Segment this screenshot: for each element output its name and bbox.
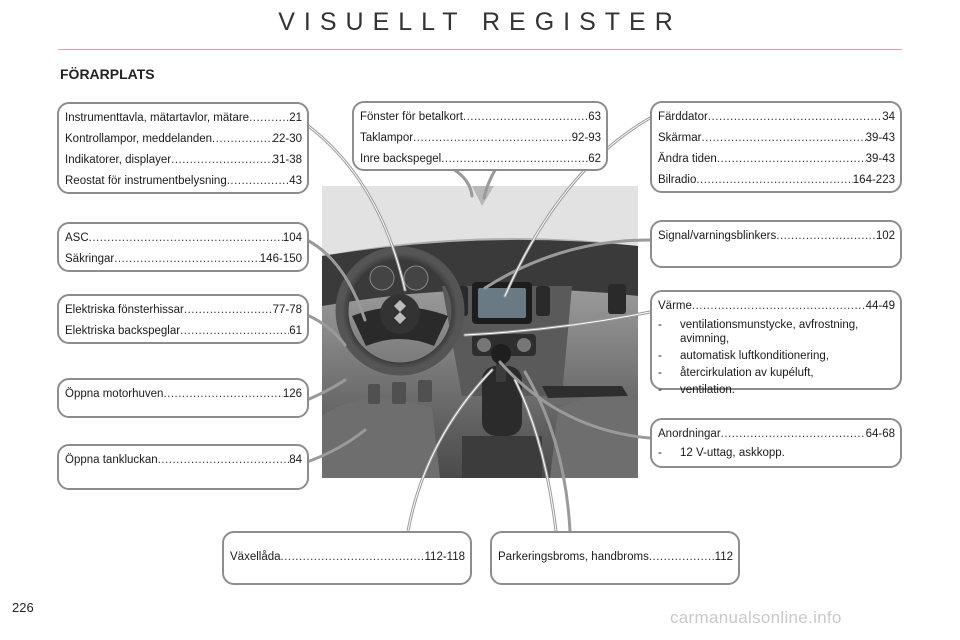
- entry-page: 31-38: [272, 154, 302, 166]
- entry-page: 61: [289, 325, 302, 337]
- bullet-dash: -: [658, 319, 662, 331]
- sub-entry: [658, 318, 895, 346]
- index-entry: [658, 296, 895, 317]
- dot-leader: [701, 128, 865, 149]
- entry-topic: Öppna tankluckan: [65, 454, 158, 466]
- sub-entry: [658, 446, 895, 460]
- box-toll-window: [352, 101, 608, 171]
- entry-topic: Ändra tiden: [658, 153, 717, 165]
- dot-leader: [696, 170, 852, 191]
- dot-leader: [649, 547, 715, 568]
- box-power-windows: [57, 294, 309, 344]
- index-entry: [498, 547, 733, 568]
- entry-page: 112-118: [424, 551, 465, 563]
- dot-leader: [227, 171, 289, 192]
- entry-page: 63: [588, 111, 601, 123]
- bullet-dash: -: [658, 350, 662, 362]
- entry-page: 34: [882, 111, 895, 123]
- entry-topic: Säkringar: [65, 253, 115, 265]
- entry-topic: Färddator: [658, 111, 708, 123]
- dot-leader: [212, 129, 273, 150]
- entry-topic: Anordningar: [658, 428, 721, 440]
- dot-leader: [708, 107, 882, 128]
- box-asc-fuses: [57, 222, 309, 272]
- entry-page: 77-78: [272, 304, 302, 316]
- index-entry: [658, 226, 895, 247]
- dot-leader: [721, 424, 866, 445]
- sub-entry-text: ventilation.: [680, 384, 735, 396]
- index-entry: [658, 424, 895, 445]
- entry-topic: Reostat för instrumentbelysning: [65, 175, 227, 187]
- entry-page: 112: [714, 551, 733, 563]
- entry-topic: Instrumenttavla, mätartavlor, mätare: [65, 112, 250, 124]
- entry-topic: Taklampor: [360, 132, 414, 144]
- box-parking-brake: [490, 531, 740, 585]
- sub-entry-text: 12 V-uttag, askkopp.: [680, 447, 785, 459]
- sub-entry-text: ventilationsmunstycke, avfrostning, avimning,: [680, 319, 859, 345]
- sub-entry-text: återcirkulation av kupéluft,: [680, 367, 814, 379]
- entry-page: 62: [588, 153, 601, 165]
- dot-leader: [692, 296, 866, 317]
- index-entry: [65, 249, 302, 270]
- entry-topic: Fönster för betalkort: [360, 111, 463, 123]
- dot-leader: [180, 321, 289, 342]
- entry-page: 43: [289, 175, 302, 187]
- box-hood: [57, 378, 309, 418]
- dot-leader: [114, 249, 260, 270]
- page-number: 226: [12, 600, 34, 615]
- sub-entry-text: automatisk luftkonditionering,: [680, 350, 829, 362]
- entry-topic: Bilradio: [658, 174, 697, 186]
- index-entry: [658, 149, 895, 170]
- box-heating: [650, 290, 902, 396]
- dot-leader: [184, 300, 273, 321]
- index-entry: [65, 150, 302, 171]
- index-entry: [658, 107, 895, 128]
- index-entry: [230, 547, 465, 568]
- entry-topic: Värme: [658, 300, 692, 312]
- index-entry: [65, 129, 302, 150]
- index-entry: [65, 384, 302, 405]
- box-hazard-lights: [650, 220, 902, 268]
- entry-page: 21: [289, 112, 302, 124]
- entry-topic: Öppna motorhuven: [65, 388, 164, 400]
- entry-page: 146-150: [259, 253, 302, 265]
- entry-page: 64-68: [865, 428, 895, 440]
- dot-leader: [463, 107, 588, 128]
- box-fuel-flap: [57, 444, 309, 490]
- entry-page: 126: [282, 388, 302, 400]
- box-storage: [650, 418, 902, 468]
- index-entry: [65, 108, 302, 129]
- sub-entry: [658, 349, 895, 363]
- entry-page: 84: [289, 454, 302, 466]
- entry-topic: Elektriska backspeglar: [65, 325, 181, 337]
- section-title: FÖRARPLATS: [60, 66, 155, 82]
- entry-topic: Växellåda: [230, 551, 281, 563]
- box-gearbox: [222, 531, 472, 585]
- index-entry: [65, 450, 302, 471]
- dot-leader: [158, 450, 290, 471]
- dot-leader: [776, 226, 876, 247]
- index-entry: [658, 170, 895, 191]
- entry-topic: Indikatorer, displayer: [65, 154, 172, 166]
- entry-page: 92-93: [571, 132, 601, 144]
- watermark: carmanualsonline.info: [670, 608, 842, 627]
- dot-leader: [249, 108, 289, 129]
- entry-topic: Elektriska fönsterhissar: [65, 304, 184, 316]
- entry-page: 22-30: [272, 133, 302, 145]
- index-entry: [65, 300, 302, 321]
- entry-page: 39-43: [865, 153, 895, 165]
- page-title: VISUELLT REGISTER: [278, 8, 682, 36]
- dot-leader: [163, 384, 282, 405]
- dot-leader: [171, 150, 272, 171]
- box-instrument-panel: [57, 102, 309, 194]
- dot-leader: [413, 128, 572, 149]
- entry-topic: Kontrollampor, meddelanden: [65, 133, 213, 145]
- index-entry: [360, 128, 601, 149]
- index-entry: [658, 128, 895, 149]
- bullet-dash: -: [658, 447, 662, 459]
- entry-topic: Parkeringsbroms, handbroms: [498, 551, 649, 563]
- entry-topic: Signal/varningsblinkers: [658, 230, 777, 242]
- bullet-dash: -: [658, 384, 662, 396]
- box-trip-computer: [650, 101, 902, 193]
- dot-leader: [281, 547, 425, 568]
- dot-leader: [441, 149, 588, 170]
- entry-page: 104: [282, 232, 302, 244]
- index-entry: [65, 228, 302, 249]
- entry-page: 39-43: [865, 132, 895, 144]
- entry-topic: Skärmar: [658, 132, 702, 144]
- entry-page: 164-223: [852, 174, 895, 186]
- entry-page: 102: [875, 230, 895, 242]
- dot-leader: [89, 228, 283, 249]
- entry-page: 44-49: [865, 300, 895, 312]
- sub-entry: [658, 383, 895, 397]
- entry-topic: ASC: [65, 232, 89, 244]
- index-entry: [360, 107, 601, 128]
- bullet-dash: -: [658, 367, 662, 379]
- index-entry: [65, 321, 302, 342]
- entry-topic: Inre backspegel: [360, 153, 442, 165]
- sub-entry: [658, 366, 895, 380]
- index-entry: [360, 149, 601, 170]
- index-entry: [65, 171, 302, 192]
- dot-leader: [717, 149, 866, 170]
